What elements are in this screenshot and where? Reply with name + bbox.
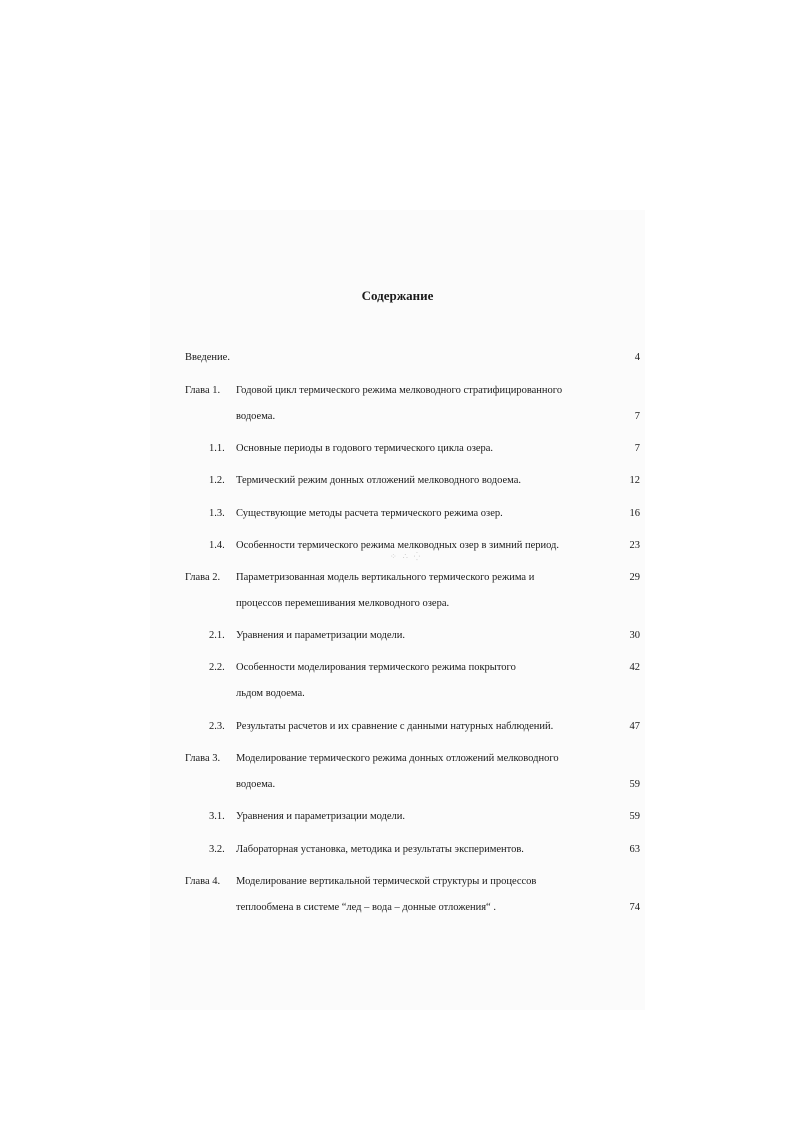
toc-text: Моделирование термического режима донных отложений мелководного [236, 753, 559, 764]
toc-label: Глава 2. [185, 572, 221, 583]
toc-page: 74 [629, 902, 640, 913]
toc-text: Уравнения и параметризации модели. [236, 630, 406, 641]
toc-text: Существующие методы расчета термического режима озер. [236, 508, 503, 519]
toc-text: Основные периоды в годового термического цикла озера. [236, 443, 494, 454]
toc-label: 1.1. [209, 443, 225, 454]
toc-text: льдом водоема. [236, 688, 305, 699]
toc-label: 2.2. [209, 662, 225, 673]
toc-text: Моделирование вертикальной термической структуры и процессов [236, 876, 537, 887]
toc-page: 7 [634, 443, 640, 454]
page-scan-area [150, 210, 645, 1010]
toc-label: 2.3. [209, 721, 225, 732]
toc-page: 4 [634, 352, 640, 363]
toc-page: 7 [634, 411, 640, 422]
toc-text: процессов перемешивания мелководного озера. [236, 598, 450, 609]
toc-page: 12 [629, 475, 640, 486]
toc-label: 1.3. [209, 508, 225, 519]
page-title: Содержание [361, 288, 434, 303]
toc-label: 3.2. [209, 844, 225, 855]
toc-text: водоема. [236, 411, 276, 422]
toc-page: 47 [629, 721, 640, 732]
toc-label: Глава 1. [185, 385, 221, 396]
toc-text: Уравнения и параметризации модели. [236, 811, 406, 822]
toc-page: 16 [629, 508, 640, 519]
toc-text: теплообмена в системе “лед – вода – донные отложения“ . [236, 902, 496, 913]
toc-page: 30 [629, 630, 640, 641]
toc-label: 1.2. [209, 475, 225, 486]
toc-text: Параметризованная модель вертикального термического режима и [236, 572, 535, 583]
toc-label: 2.1. [209, 630, 225, 641]
toc-page: 59 [629, 811, 640, 822]
toc-label: Глава 3. [185, 753, 221, 764]
toc-text: Результаты расчетов и их сравнение с данными натурных наблюдений. [236, 721, 554, 732]
toc-page: 42 [629, 662, 640, 673]
toc-text: Лабораторная установка, методика и результаты экспериментов. [236, 844, 524, 855]
toc-page: 29 [629, 572, 640, 583]
toc-label: Глава 4. [185, 876, 221, 887]
toc-page: 23 [629, 540, 640, 551]
toc-label: Введение. [185, 352, 230, 363]
toc-text: Особенности моделирования термического режима покрытого [236, 662, 516, 673]
scan-artifact: ⁘ ∴ ⁛ [390, 552, 423, 561]
toc-page: 59 [629, 779, 640, 790]
toc-label: 1.4. [209, 540, 225, 551]
toc-text: Годовой цикл термического режима мелководного стратифицированного [236, 385, 563, 396]
toc-text: Термический режим донных отложений мелководного водоема. [236, 475, 521, 486]
toc-label: 3.1. [209, 811, 225, 822]
toc-page: 63 [629, 844, 640, 855]
toc-text: Особенности термического режима мелководных озер в зимний период. [236, 540, 560, 551]
toc-text: водоема. [236, 779, 276, 790]
